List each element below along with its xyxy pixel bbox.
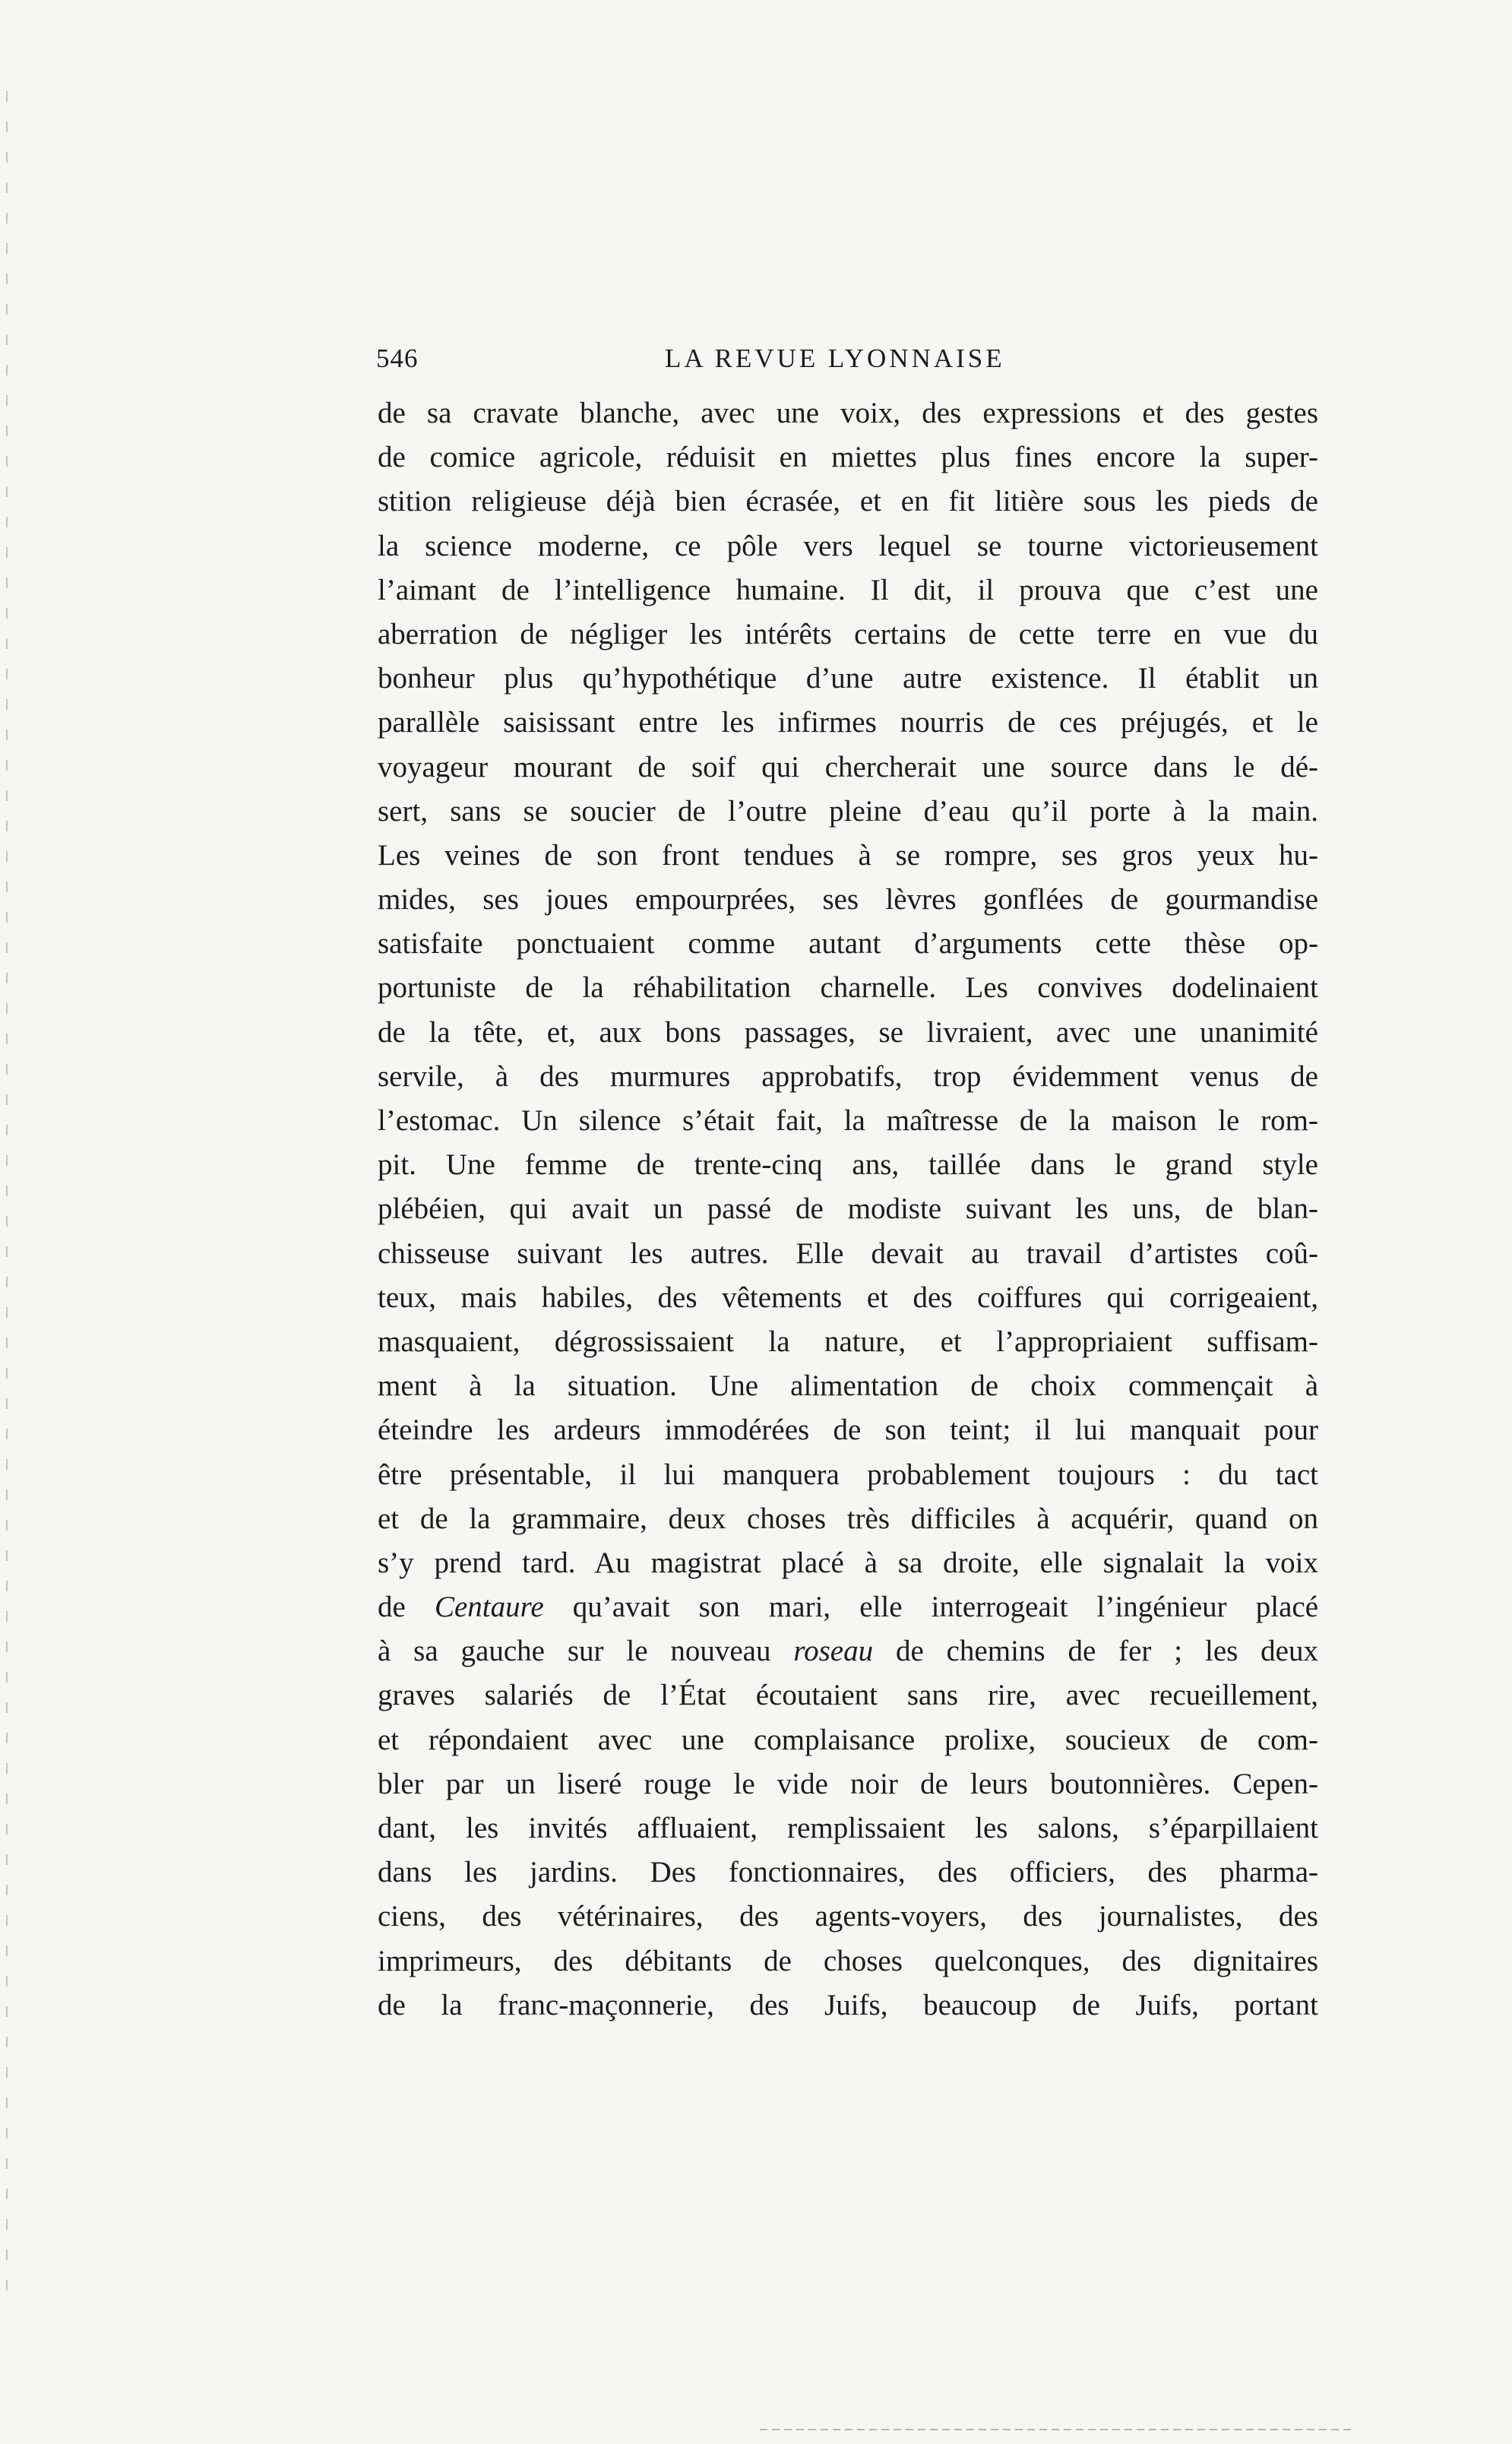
text-line: de la tête, et, aux bons passages, se livraient, avec une unanimité — [378, 1015, 1318, 1049]
text-line: éteindre les ardeurs immodérées de son teint; il lui manquait pour — [378, 1414, 1318, 1447]
text-line: teux, mais habiles, des vêtements et des coiffures qui corrigeaient, — [378, 1281, 1318, 1314]
text-line: servile, à des murmures approbatifs, trop évidemment venus de — [378, 1059, 1318, 1093]
body-text — [378, 391, 1318, 2028]
text-line: l’estomac. Un silence s’était fait, la maîtresse de la maison le rom- — [378, 1104, 1318, 1137]
text-line: ciens, des vétérinaires, des agents-voyers, des journalistes, des — [378, 1900, 1318, 1933]
text-line: dans les jardins. Des fonctionnaires, des officiers, des pharma- — [378, 1856, 1318, 1889]
text-line: la science moderne, ce pôle vers lequel se tourne victorieusement — [378, 529, 1318, 562]
text-line: voyageur mourant de soif qui chercherait une source dans le dé- — [378, 750, 1318, 784]
text-line: de comice agricole, réduisit en miettes plus fines encore la super- — [378, 441, 1318, 474]
text-line: pit. Une femme de trente-cinq ans, taillée dans le grand style — [378, 1148, 1318, 1182]
text-line: parallèle saisissant entre les infirmes nourris de ces préjugés, et le — [378, 706, 1318, 739]
text-line: de sa cravate blanche, avec une voix, des expressions et des gestes — [378, 397, 1318, 429]
running-title: LA REVUE LYONNAISE — [665, 343, 1005, 373]
text-line-with-italic — [378, 1585, 1318, 1629]
italic-term: roseau — [793, 1635, 874, 1668]
text-line: ment à la situation. Une alimentation de choix commençait à — [378, 1369, 1318, 1403]
text-line: masquaient, dégrossissaient la nature, et l’appropriaient suffisam- — [378, 1325, 1318, 1358]
text-line: chisseuse suivant les autres. Elle devait au travail d’artistes coû- — [378, 1236, 1318, 1270]
scan-bottom-rule — [760, 2429, 1352, 2430]
text-line-with-italic — [378, 1629, 1318, 1673]
text-line: aberration de négliger les intérêts certains de cette terre en vue du — [378, 617, 1318, 651]
text-line: de la franc-maçonnerie, des Juifs, beaucoup de Juifs, portant — [378, 1988, 1318, 2021]
text-line: bonheur plus qu’hypothétique d’une autre existence. Il établit un — [378, 662, 1318, 695]
text-line: graves salariés de l’État écoutaient sans rire, avec recueillement, — [378, 1679, 1318, 1712]
text-line: stition religieuse déjà bien écrasée, et en fit litière sous les pieds de — [378, 485, 1318, 518]
text-line: l’aimant de l’intelligence humaine. Il dit, il prouva que c’est une — [378, 573, 1318, 606]
text-line: satisfaite ponctuaient comme autant d’arguments cette thèse op- — [378, 927, 1318, 961]
scan-edge-artifact — [6, 91, 8, 2295]
page-header — [376, 343, 1318, 378]
text-line: Les veines de son front tendues à se rompre, ses gros yeux hu- — [378, 838, 1318, 872]
text-segment: de — [378, 1591, 435, 1624]
text-line: et répondaient avec une complaisance prolixe, soucieux de com- — [378, 1723, 1318, 1756]
text-segment: à sa gauche sur le nouveau — [378, 1635, 794, 1668]
text-line: s’y prend tard. Au magistrat placé à sa droite, elle signalait la voix — [378, 1546, 1318, 1579]
text-line: dant, les invités affluaient, remplissaient les salons, s’éparpillaient — [378, 1812, 1318, 1844]
text-line: sert, sans se soucier de l’outre pleine d’eau qu’il porte à la main. — [378, 794, 1318, 828]
text-line: plébéien, qui avait un passé de modiste suivant les uns, de blan- — [378, 1192, 1318, 1226]
text-line: bler par un liseré rouge le vide noir de leurs boutonnières. Cepen- — [378, 1767, 1318, 1800]
text-segment: qu’avait son mari, elle interrogeait l’ingénieur placé — [543, 1591, 1319, 1624]
italic-term: Centaure — [434, 1591, 544, 1624]
text-line: imprimeurs, des débitants de choses quelconques, des dignitaires — [378, 1944, 1318, 1977]
text-line: être présentable, il lui manquera probablement toujours : du tact — [378, 1458, 1318, 1491]
text-line: et de la grammaire, deux choses très difficiles à acquérir, quand on — [378, 1502, 1318, 1535]
text-line: mides, ses joues empourprées, ses lèvres gonflées de gourmandise — [378, 883, 1318, 916]
page-number: 546 — [376, 343, 419, 373]
text-segment: de chemins de fer ; les deux — [873, 1635, 1318, 1668]
text-line: portuniste de la réhabilitation charnelle. Les convives dodelinaient — [378, 971, 1318, 1005]
